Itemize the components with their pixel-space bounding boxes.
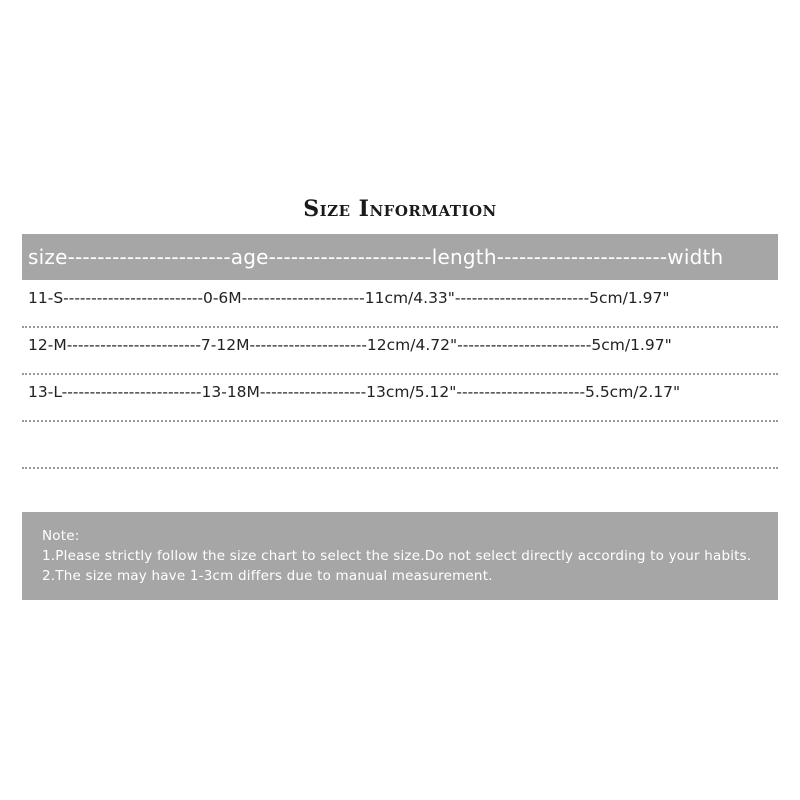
note-line: 1.Please strictly follow the size chart to select the size.Do not select directly according to your habits. [42,548,752,564]
note-line: 2.The size may have 1-3cm differs due to manual measurement. [42,568,493,584]
note-box [22,512,778,600]
page-title: Size Information [303,196,497,222]
table-row: 12-M------------------------7-12M---------------------12cm/4.72"------------------------5cm/1.97" [22,329,778,375]
table-header: size----------------------age----------------------length-----------------------width [22,234,778,280]
table-row: 11-S-------------------------0-6M----------------------11cm/4.33"------------------------5cm/1.97" [22,282,778,328]
table-row: 13-L-------------------------13-18M-------------------13cm/5.12"-----------------------5.5cm/2.17" [22,376,778,422]
note-heading: Note: [42,528,80,544]
table-row [22,423,778,469]
